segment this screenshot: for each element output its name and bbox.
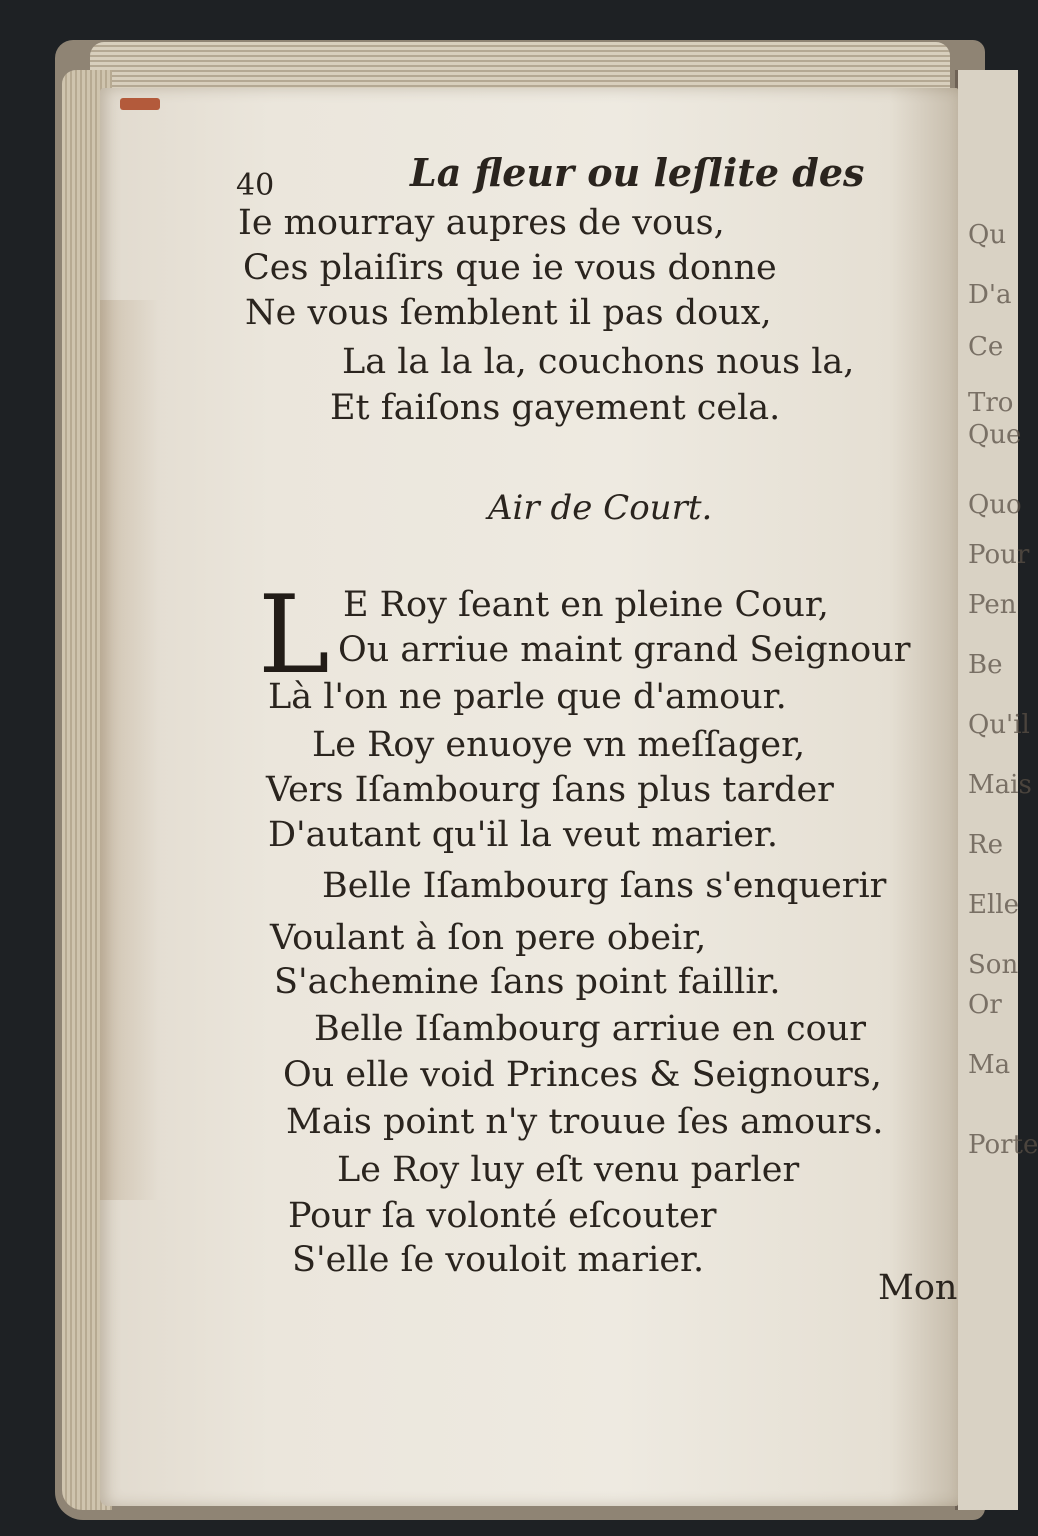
facing-page-fragment: Tro (968, 388, 1014, 418)
facing-page-fragment: Be (968, 650, 1003, 680)
verse-line: S'achemine ſans point faillir. (274, 962, 781, 1002)
verse-line: Ie mourray aupres de vous, (238, 203, 725, 243)
facing-page-fragment: Qu (968, 220, 1007, 250)
verse-line: Le Roy enuoye vn meſſager, (312, 725, 806, 765)
verse-line: Voulant à ſon pere obeir, (270, 918, 707, 958)
verse-line: Pour ſa volonté eſcouter (288, 1196, 717, 1236)
facing-page-fragment: Quo (968, 490, 1022, 520)
facing-page-fragment: Ma (968, 1050, 1011, 1080)
verse-line: Ces plaiſirs que ie vous donne (243, 248, 777, 288)
verse-line: Ou arriue maint grand Seignour (338, 630, 911, 670)
facing-page-fragment: D'a (968, 280, 1012, 310)
page-number: 40 (236, 168, 275, 203)
facing-page-fragment: Que (968, 420, 1022, 450)
running-title: La fleur ou leſlite des (410, 150, 865, 195)
facing-page-fragment: Pen (968, 590, 1017, 620)
facing-page-fragment: Re (968, 830, 1003, 860)
verse-line: D'autant qu'il la veut marier. (268, 815, 778, 855)
verse-line: Ou elle void Princes & Seignours, (283, 1055, 882, 1095)
verse-line: E Roy ſeant en pleine Cour, (343, 585, 829, 625)
facing-page-fragment: Elle (968, 890, 1019, 920)
verse-line: Belle Iſambourg arriue en cour (314, 1009, 867, 1049)
facing-page-fragment: Porte (968, 1130, 1038, 1160)
verse-line: La la la la, couchons nous la, (342, 342, 855, 382)
song-title: Air de Court. (488, 488, 713, 528)
facing-page-fragment: Pour (968, 540, 1030, 570)
catchword: Mon (878, 1268, 958, 1308)
facing-page-fragment: Mais (968, 770, 1032, 800)
drop-cap: L (258, 573, 330, 698)
verse-line: Et faiſons gayement cela. (330, 388, 781, 428)
facing-page-fragment: Son (968, 950, 1019, 980)
verse-line: Le Roy luy eſt venu parler (337, 1150, 800, 1190)
verse-line: Vers Iſambourg ſans plus tarder (266, 770, 834, 810)
facing-page-fragment: Ce (968, 332, 1004, 362)
verse-line: Mais point n'y trouue ſes amours. (286, 1102, 884, 1142)
verse-line: Là l'on ne parle que d'amour. (268, 677, 787, 717)
page-stain (100, 300, 160, 1200)
verse-line: Ne vous ſemblent il pas doux, (245, 293, 772, 333)
facing-page (955, 70, 1038, 1510)
red-mark (120, 98, 160, 110)
verse-line: S'elle ſe vouloit marier. (292, 1240, 705, 1280)
facing-page-fragment: Or (968, 990, 1002, 1020)
verse-line: Belle Iſambourg ſans s'enquerir (322, 866, 887, 906)
facing-page-fragment: Qu'il (968, 710, 1030, 740)
